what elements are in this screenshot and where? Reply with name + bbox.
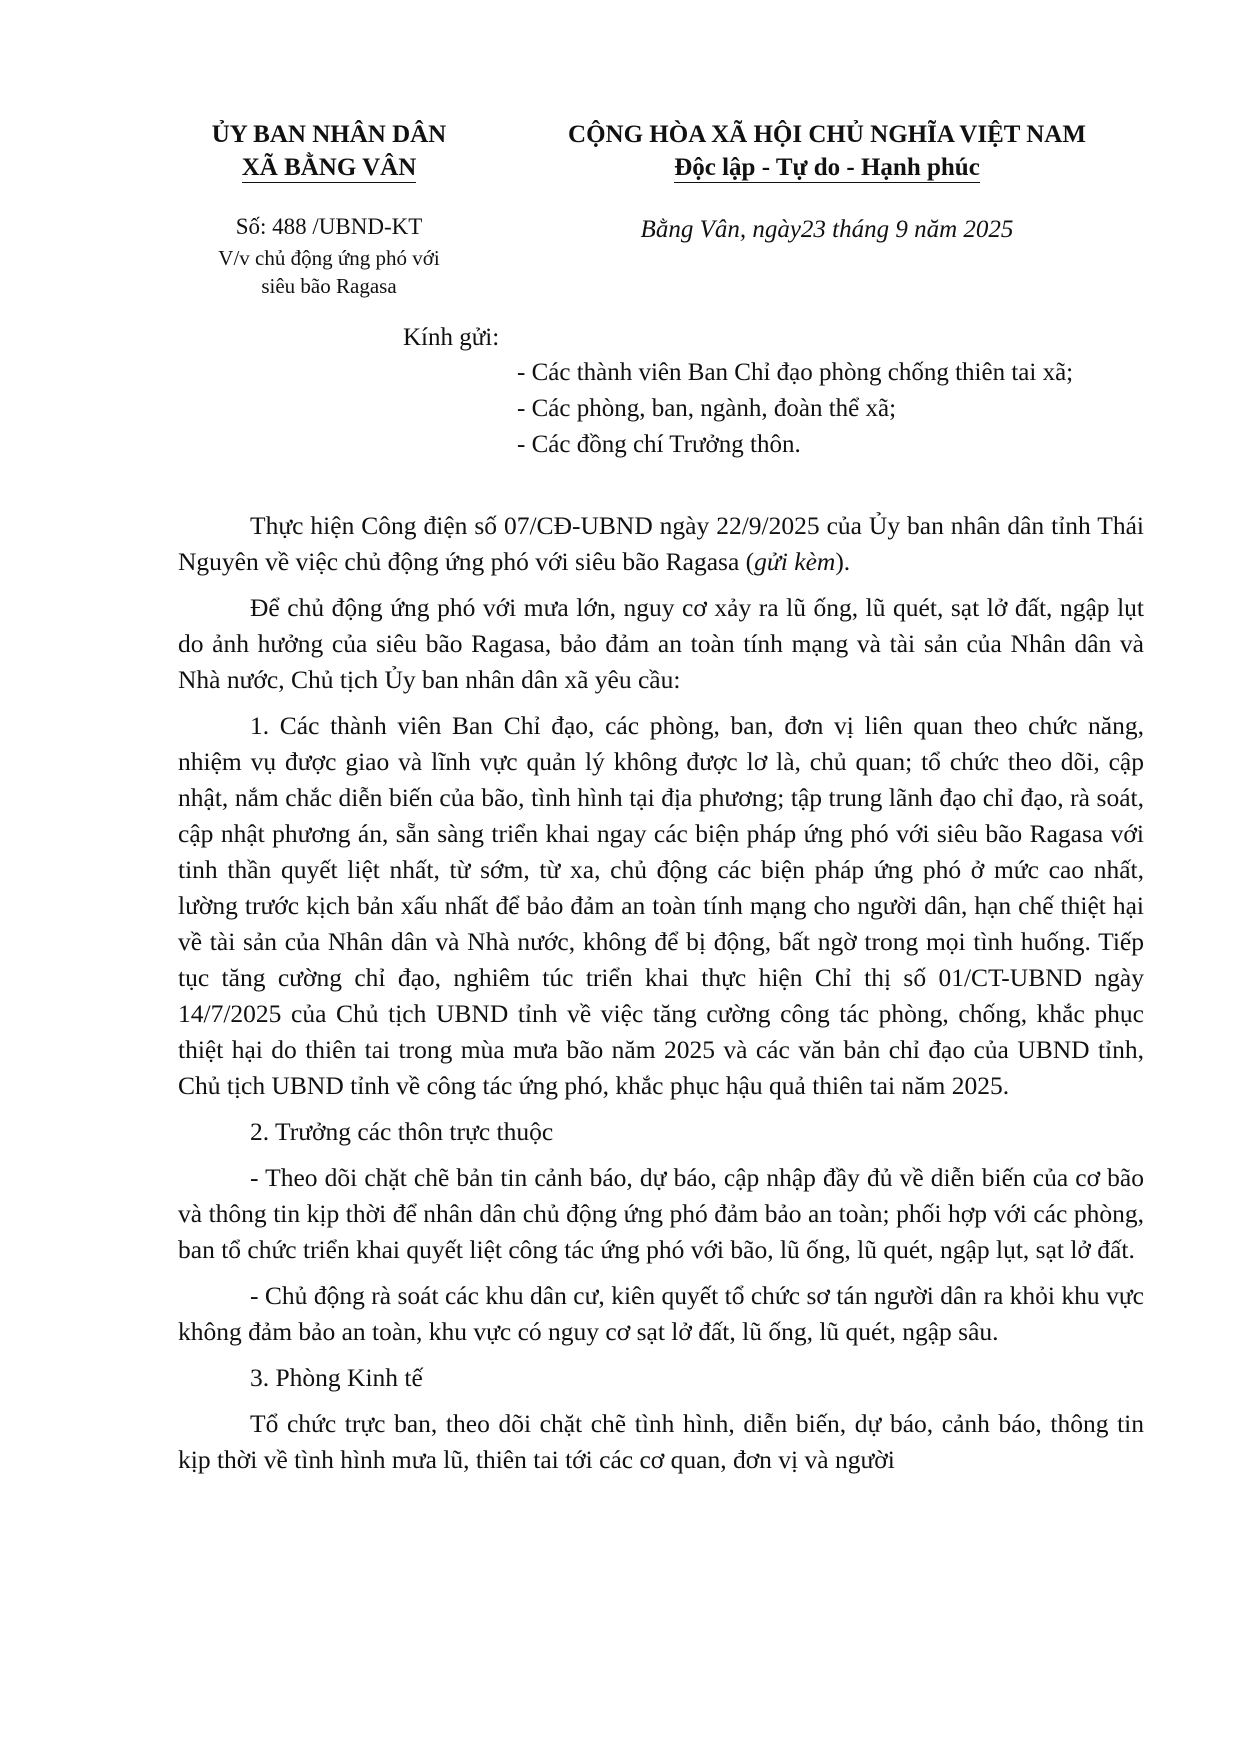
paragraph-2: Để chủ động ứng phó với mưa lớn, nguy cơ xảy ra lũ ống, lũ quét, sạt lở đất, ngập lụt do ảnh hưởng của siêu bão Ragasa, bảo đảm an toàn tính mạng và tài sản của Nhân dân và Nhà nước, Chủ tịch Ủy ban nhân dân xã yêu cầu: [178,593,1144,694]
recipient-item: - Các thành viên Ban Chỉ đạo phòng chống thiên tai xã; [517,359,1074,386]
paragraph-1-italic: gửi kèm [754,547,836,576]
national-motto: Độc lập - Tự do - Hạnh phúc [674,154,980,181]
nation-title: CỘNG HÒA XÃ HỘI CHỦ NGHĨA VIỆT NAM [568,121,1086,148]
recipient-item: - Các đồng chí Trưởng thôn. [517,431,801,458]
recipients-label: Kính gửi: [403,324,500,351]
paragraph-7: 3. Phòng Kinh tế [250,1363,423,1392]
org-line-1: ỦY BAN NHÂN DÂN [211,121,447,148]
org-line-2: XÃ BẰNG VÂN [241,154,417,181]
paragraph-1 [178,508,1144,580]
issuing-organization [168,118,490,184]
subject-line-2: siêu bão Ragasa [261,274,397,298]
document-subject [168,244,490,300]
document-body [178,508,1144,1488]
place-and-date: Bằng Vân, ngày23 tháng 9 năm 2025 [640,216,1014,243]
paragraph-8: Tổ chức trực ban, theo dõi chặt chẽ tình hình, diễn biến, dự báo, cảnh báo, thông tin kịp thời về tình hình mưa lũ, thiên tai tới các cơ quan, đơn vị và người [178,1409,1144,1474]
document-number: Số: 488 /UBND-KT [235,214,423,239]
paragraph-5: - Theo dõi chặt chẽ bản tin cảnh báo, dự báo, cập nhập đầy đủ về diễn biến của cơ bão và thông tin kịp thời để nhân dân chủ động ứng phó đảm bảo an toàn; phối hợp với các phòng, ban tổ chức triển khai quyết liệt công tác ứng phó với bão, lũ ống, lũ quét, ngập lụt, sạt lở đất. [178,1163,1144,1264]
national-heading [520,118,1134,184]
paragraph-1-text: Thực hiện Công điện số 07/CĐ-UBND ngày 22/9/2025 của Ủy ban nhân dân tỉnh Thái Nguyên về việc chủ động ứng phó với siêu bão Ragasa ( [178,511,1144,576]
recipient-item: - Các phòng, ban, ngành, đoàn thể xã; [517,395,897,422]
subject-line-1: V/v chủ động ứng phó với [218,246,440,270]
paragraph-4: 2. Trưởng các thôn trực thuộc [250,1117,554,1146]
paragraph-1-end: ). [835,547,851,576]
recipients-list [517,355,1073,463]
paragraph-3: 1. Các thành viên Ban Chỉ đạo, các phòng, ban, đơn vị liên quan theo chức năng, nhiệm vụ được giao và lĩnh vực quản lý không được lơ là, chủ quan; tổ chức theo dõi, cập nhật, nắm chắc diễn biến của bão, tình hình tại địa phương; tập trung lãnh đạo chỉ đạo, rà soát, cập nhật phương án, sẵn sàng triển khai ngay các biện pháp ứng phó với siêu bão Ragasa với tinh thần quyết liệt nhất, từ sớm, từ xa, chủ động các biện pháp ứng phó ở mức cao nhất, lường trước kịch bản xấu nhất để bảo đảm an toàn tính mạng cho người dân, hạn chế thiệt hại về tài sản của Nhân dân và Nhà nước, không để bị động, bất ngờ trong mọi tình huống. Tiếp tục tăng cường chỉ đạo, nghiêm túc triển khai thực hiện Chỉ thị số 01/CT-UBND ngày 14/7/2025 của Chủ tịch UBND tỉnh về việc tăng cường công tác phòng, chống, khắc phục thiệt hại do thiên tai trong mùa mưa bão năm 2025 và các văn bản chỉ đạo của UBND tỉnh, Chủ tịch UBND tỉnh về công tác ứng phó, khắc phục hậu quả thiên tai năm 2025. [178,711,1144,1100]
paragraph-6: - Chủ động rà soát các khu dân cư, kiên quyết tổ chức sơ tán người dân ra khỏi khu vực không đảm bảo an toàn, khu vực có nguy cơ sạt lở đất, lũ ống, lũ quét, ngập sâu. [178,1281,1144,1346]
